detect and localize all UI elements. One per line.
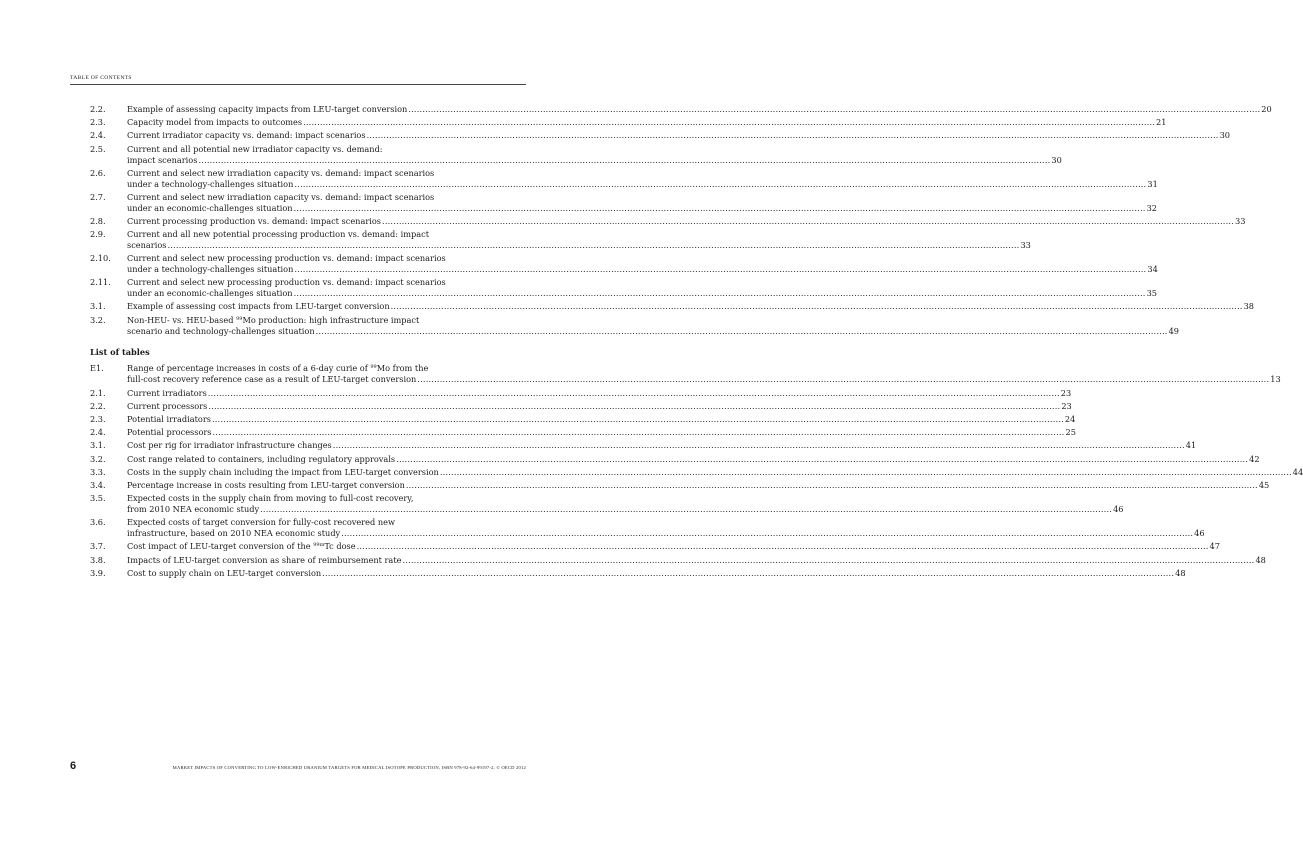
table-page-number: 44: [1292, 466, 1303, 477]
table-entry[interactable]: [90, 400, 1072, 412]
running-head: TABLE OF CONTENTS: [70, 75, 132, 81]
dot-leader: [333, 440, 1185, 451]
figure-number: 2.8.: [90, 215, 106, 226]
figure-title: Current and select new processing production vs. demand: impact scenarios: [127, 253, 446, 264]
dot-leader: [396, 454, 1248, 465]
table-title: from 2010 NEA economic study: [127, 504, 260, 515]
table-entry[interactable]: [90, 387, 1072, 399]
figure-title: impact scenarios: [127, 154, 198, 165]
figure-title: Current and select new irradiation capacity vs. demand: impact scenarios: [127, 167, 435, 178]
figure-number: 3.2.: [90, 314, 106, 325]
table-page-number: 23: [1061, 400, 1072, 411]
figure-title: Current and all potential new irradiator capacity vs. demand:: [127, 143, 383, 154]
figure-entry[interactable]: [90, 104, 1272, 115]
table-page-number: 13: [1270, 374, 1281, 385]
table-entry[interactable]: [90, 493, 1124, 515]
figure-title: Current and select new processing production vs. demand: impact scenarios: [127, 277, 446, 288]
figure-entry[interactable]: [90, 277, 1157, 299]
figure-title: Capacity model from impacts to outcomes: [127, 117, 303, 128]
figure-title: scenario and technology-challenges situation: [127, 325, 315, 336]
figure-entry[interactable]: [90, 191, 1157, 214]
table-entry[interactable]: [90, 541, 1220, 552]
figure-entry[interactable]: [90, 143, 1062, 166]
table-entry[interactable]: [90, 567, 1186, 579]
table-entry[interactable]: [90, 554, 1266, 566]
dot-leader: [316, 326, 1168, 337]
list-of-tables-heading: List of tables: [90, 347, 150, 358]
dot-leader: [322, 568, 1174, 579]
figure-title: under a technology-challenges situation: [127, 178, 294, 189]
dot-leader: [402, 555, 1254, 566]
dot-leader: [341, 528, 1193, 539]
figure-number: 2.4.: [90, 130, 106, 141]
table-page-number: 41: [1185, 440, 1197, 451]
dot-leader: [212, 414, 1064, 425]
table-number: 3.2.: [90, 453, 106, 464]
table-entry[interactable]: [90, 466, 1303, 478]
table-page-number: 47: [1209, 541, 1220, 552]
dot-leader: [406, 480, 1258, 491]
figure-title: under a technology-challenges situation: [127, 264, 294, 275]
figure-page-number: 31: [1147, 178, 1158, 189]
figure-title: Current and all new potential processing production vs. demand: impact: [127, 229, 429, 240]
figure-page-number: 20: [1261, 104, 1272, 114]
figure-entry[interactable]: [90, 229, 1031, 251]
table-title: Potential processors: [127, 427, 212, 438]
dot-leader: [382, 216, 1234, 227]
dot-leader: [357, 541, 1209, 552]
figure-entry[interactable]: [90, 301, 1255, 312]
table-page-number: 25: [1065, 427, 1076, 438]
dot-leader: [198, 155, 1050, 166]
figure-entry[interactable]: [90, 253, 1158, 275]
table-title: Current irradiators: [127, 387, 207, 398]
table-number: 3.1.: [90, 440, 106, 451]
table-page-number: 46: [1194, 528, 1205, 539]
table-entry[interactable]: [90, 413, 1076, 425]
figure-entry[interactable]: [90, 130, 1230, 141]
figure-page-number: 49: [1168, 325, 1179, 336]
figure-page-number: 30: [1219, 130, 1230, 141]
figure-title: Example of assessing cost impacts from LEU-target conversion: [127, 301, 390, 312]
figure-title: scenarios: [127, 240, 167, 251]
page-footer: [70, 760, 526, 772]
footer-citation: MARKET IMPACTS OF CONVERTING TO LOW-ENRICHED URANIUM TARGETS FOR MEDICAL ISOTOPE PRODUCTION, ISBN 978-92-64-99197-2, © OECD 2012: [172, 765, 526, 770]
table-page-number: 48: [1255, 554, 1266, 565]
table-title: Current processors: [127, 400, 208, 411]
table-number: 3.9.: [90, 567, 106, 578]
table-title: Cost impact of LEU-target conversion of the $^{99m}$Tc dose: [127, 541, 356, 552]
figure-entry[interactable]: [90, 314, 1179, 337]
figure-number: 2.7.: [90, 191, 106, 202]
dot-leader: [303, 117, 1155, 128]
figure-title: Current and select new irradiation capacity vs. demand: impact scenarios: [127, 191, 435, 202]
header-rule: [70, 84, 526, 85]
dot-leader: [294, 203, 1146, 214]
table-number: 3.6.: [90, 517, 106, 528]
table-entry[interactable]: [90, 453, 1260, 465]
table-title: Cost range related to containers, including regulatory approvals: [127, 453, 396, 464]
figure-number: 2.2.: [90, 104, 106, 114]
figure-title: under an economic-challenges situation: [127, 288, 293, 299]
dot-leader: [367, 130, 1219, 141]
figure-title: under an economic-challenges situation: [127, 202, 293, 213]
figure-page-number: 38: [1243, 301, 1255, 312]
table-entry[interactable]: [90, 517, 1205, 539]
table-title: infrastructure, based on 2010 NEA economic study: [127, 528, 341, 539]
figure-entry[interactable]: [90, 215, 1246, 227]
figure-page-number: 34: [1147, 264, 1158, 275]
figure-page-number: 21: [1156, 117, 1167, 128]
table-number: 2.1.: [90, 387, 106, 398]
dot-leader: [208, 388, 1060, 399]
dot-leader: [213, 427, 1065, 438]
dot-leader: [294, 288, 1146, 299]
table-title: full-cost recovery reference case as a result of LEU-target conversion: [127, 374, 417, 385]
dot-leader: [260, 504, 1112, 515]
figure-entry[interactable]: [90, 167, 1158, 190]
figure-page-number: 30: [1051, 154, 1062, 165]
page-number: 6: [70, 760, 77, 772]
table-number: 3.5.: [90, 493, 106, 504]
table-number: 2.2.: [90, 400, 106, 411]
table-of-contents: [90, 104, 1303, 581]
dot-leader: [408, 104, 1260, 115]
table-title: Range of percentage increases in costs of a 6-day curie of $^{99}$Mo from the: [127, 363, 429, 374]
figure-number: 2.3.: [90, 117, 106, 128]
table-page-number: 24: [1064, 413, 1076, 424]
table-entry[interactable]: [90, 427, 1076, 438]
figure-page-number: 33: [1020, 240, 1031, 251]
figure-page-number: 32: [1146, 202, 1157, 213]
figure-page-number: 33: [1235, 215, 1246, 226]
dot-leader: [294, 179, 1146, 190]
figure-title: Current processing production vs. demand: impact scenarios: [127, 215, 382, 226]
dot-leader: [294, 264, 1146, 275]
dot-leader: [417, 374, 1269, 385]
figure-number: 2.9.: [90, 229, 106, 240]
figure-title: Non-HEU- vs. HEU-based $^{99}$Mo production: high infrastructure impact: [127, 314, 420, 325]
table-entry[interactable]: [90, 440, 1197, 451]
table-entry[interactable]: [90, 363, 1281, 385]
table-number: 3.8.: [90, 554, 106, 565]
figure-page-number: 35: [1146, 288, 1157, 299]
table-number: 3.4.: [90, 479, 106, 490]
table-number: 3.3.: [90, 466, 106, 477]
table-title: Cost to supply chain on LEU-target conversion: [127, 567, 322, 578]
figure-number: 2.11.: [90, 277, 111, 288]
dot-leader: [440, 467, 1292, 478]
table-title: Expected costs of target conversion for fully-cost recovered new: [127, 517, 395, 528]
table-entry[interactable]: [90, 479, 1270, 491]
table-title: Impacts of LEU-target conversion as share of reimbursement rate: [127, 554, 402, 565]
dot-leader: [208, 401, 1060, 412]
figure-number: 2.6.: [90, 167, 106, 178]
table-page-number: 46: [1113, 504, 1124, 515]
table-page-number: 45: [1258, 479, 1270, 490]
table-page-number: 42: [1249, 453, 1260, 464]
figure-number: 2.5.: [90, 143, 106, 154]
table-page-number: 48: [1175, 567, 1186, 578]
figure-title: Current irradiator capacity vs. demand: impact scenarios: [127, 130, 366, 141]
table-number: 2.3.: [90, 413, 106, 424]
list-of-figures: [90, 104, 1272, 336]
figure-entry[interactable]: [90, 117, 1167, 128]
figure-number: 3.1.: [90, 301, 106, 312]
table-page-number: 23: [1060, 387, 1072, 398]
table-number: E1.: [90, 363, 104, 374]
table-title: Cost per rig for irradiator infrastructure changes: [127, 440, 332, 451]
dot-leader: [167, 240, 1019, 251]
dot-leader: [391, 301, 1243, 312]
table-title: Potential irradiators: [127, 413, 211, 424]
figure-title: Example of assessing capacity impacts from LEU-target conversion: [127, 104, 408, 114]
figure-number: 2.10.: [90, 253, 111, 264]
list-of-tables: [90, 363, 1303, 578]
table-number: 2.4.: [90, 427, 106, 438]
table-number: 3.7.: [90, 541, 106, 552]
table-title: Percentage increase in costs resulting from LEU-target conversion: [127, 479, 405, 490]
table-title: Expected costs in the supply chain from moving to full-cost recovery,: [127, 493, 414, 504]
table-title: Costs in the supply chain including the impact from LEU-target conversion: [127, 466, 439, 477]
